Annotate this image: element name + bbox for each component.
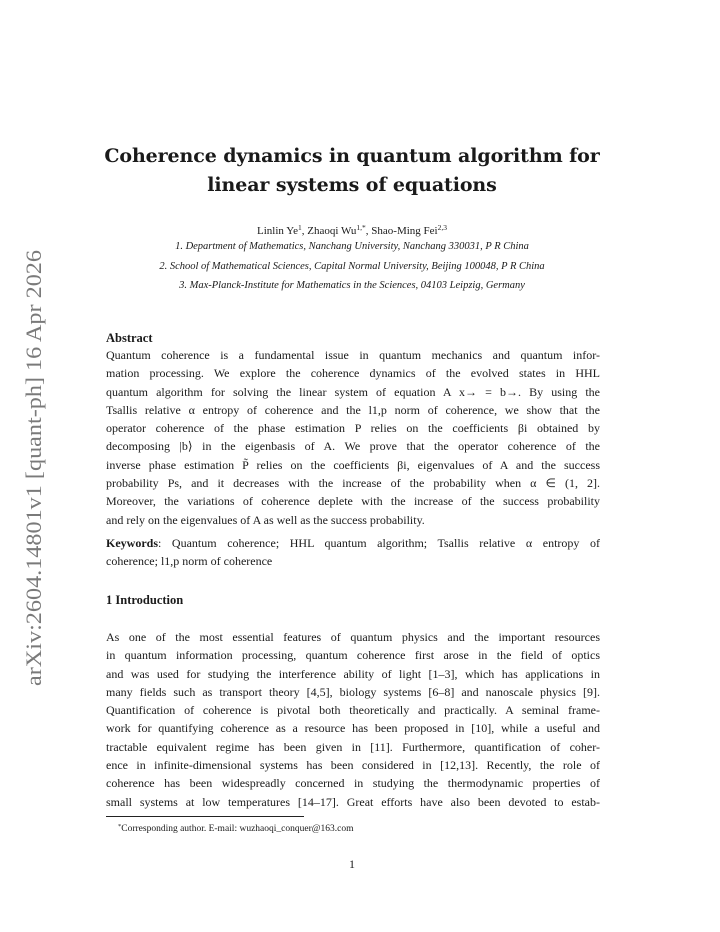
text-line: tractable equivalent regime has been given in [11]. Furthermore, quantification of coher- bbox=[106, 739, 600, 754]
text-line: and was used for studying the interference ability of light [1–3], which has applications in bbox=[106, 666, 600, 681]
author-affiliation-mark: 1 bbox=[298, 223, 302, 232]
text-line: probability Ps, and it decreases with the increase of the probability when α ∈ (1, 2]. bbox=[106, 476, 600, 491]
text-line: coherence has been widespreadly concerned in studying the thermodynamic properties of bbox=[106, 776, 600, 791]
keywords-block bbox=[106, 534, 600, 571]
text-line: Quantum coherence is a fundamental issue in quantum mechanics and quantum infor- bbox=[106, 348, 600, 362]
author-affiliation-mark: 2,3 bbox=[437, 223, 447, 232]
keywords-text: : Quantum coherence; HHL quantum algorithm; Tsallis relative α entropy of bbox=[158, 536, 600, 550]
text-line: decomposing |b⟩ in the eigenbasis of A. We prove that the operator coherence of the bbox=[106, 439, 600, 454]
author-list: Linlin Ye$^1$, Zhaoqi $Wu^{1,*}$, Shao-Ming Fei$^{2,3}$ bbox=[257, 223, 447, 237]
text-line: small systems at low temperatures [14–17]. Great efforts have also been devoted to estab- bbox=[106, 794, 600, 809]
title-line: linear systems of equations bbox=[207, 174, 497, 196]
text-line: operator coherence of the phase estimation P relies on the coefficients βi obtained by bbox=[106, 421, 600, 436]
affiliation: 1. Department of Mathematics, Nanchang University, Nanchang 330031, P R China bbox=[175, 241, 529, 252]
keywords-label: Keywords bbox=[106, 536, 158, 550]
author-name: Zhaoqi Wu bbox=[307, 225, 357, 237]
text-line: ence in infinite-dimensional systems has been considered in [12,13]. Recently, the role of bbox=[106, 758, 600, 773]
footnote-mark: * bbox=[118, 823, 122, 830]
author-name: Shao-Ming Fei bbox=[371, 225, 438, 237]
page-number: 1 bbox=[349, 857, 355, 871]
author-name: Linlin Ye bbox=[257, 225, 298, 237]
text-line: quantum algorithm for solving the linear system of equation A x→ = b→. By using the bbox=[106, 384, 600, 399]
keywords-line: coherence; l1,p norm of coherence bbox=[106, 554, 273, 569]
text-line: and rely on the eigenvalues of A as well as the success probability. bbox=[106, 512, 425, 527]
text-line: many fields such as transport theory [4,5], biology systems [6–8] and nanoscale physics [9]. bbox=[106, 684, 600, 699]
text-line: work for quantifying coherence as a resource has been proposed in [10], while a useful and bbox=[106, 721, 600, 736]
introduction-heading: 1 Introduction bbox=[106, 593, 184, 607]
affiliation: 3. Max-Planck-Institute for Mathematics in the Sciences, 04103 Leipzig, Germany bbox=[179, 280, 525, 291]
abstract-body bbox=[106, 346, 600, 529]
title-line: Coherence dynamics in quantum algorithm for bbox=[104, 145, 600, 167]
text-line: Tsallis relative α entropy of coherence and the l1,p norm of coherence, we show that the bbox=[106, 402, 600, 417]
arxiv-identifier-stamp bbox=[10, 248, 56, 686]
paper-title bbox=[90, 142, 614, 200]
keywords-line bbox=[106, 534, 600, 552]
abstract-heading: Abstract bbox=[106, 331, 153, 345]
text-line: Quantification of coherence is pivotal both theoretically and practically. A seminal frame- bbox=[106, 703, 600, 718]
text-line: inverse phase estimation P̃ relies on the coefficients βi, eigenvalues of A and the success bbox=[106, 457, 600, 472]
introduction-body bbox=[106, 628, 600, 811]
arxiv-identifier-text: arXiv:2604.14801v1 [quant-ph] 16 Apr 2026 bbox=[21, 289, 46, 686]
text-line: Moreover, the variations of coherence deplete with the increase of the success probability bbox=[106, 494, 600, 509]
text-line: As one of the most essential features of quantum physics and the important resources bbox=[106, 630, 600, 644]
author-affiliation-mark: 1,* bbox=[356, 223, 366, 232]
footnote-text: Corresponding author. E-mail: wuzhaoqi_conquer@163.com bbox=[121, 824, 354, 834]
footnote-divider bbox=[106, 816, 304, 817]
affiliation: 2. School of Mathematical Sciences, Capital Normal University, Beijing 100048, P R China bbox=[159, 261, 545, 272]
text-line: mation processing. We explore the coherence dynamics of the evolved states in HHL bbox=[106, 366, 600, 381]
footnote bbox=[118, 820, 353, 836]
text-line: in quantum information processing, quantum coherence first arose in the field of optics bbox=[106, 648, 600, 663]
